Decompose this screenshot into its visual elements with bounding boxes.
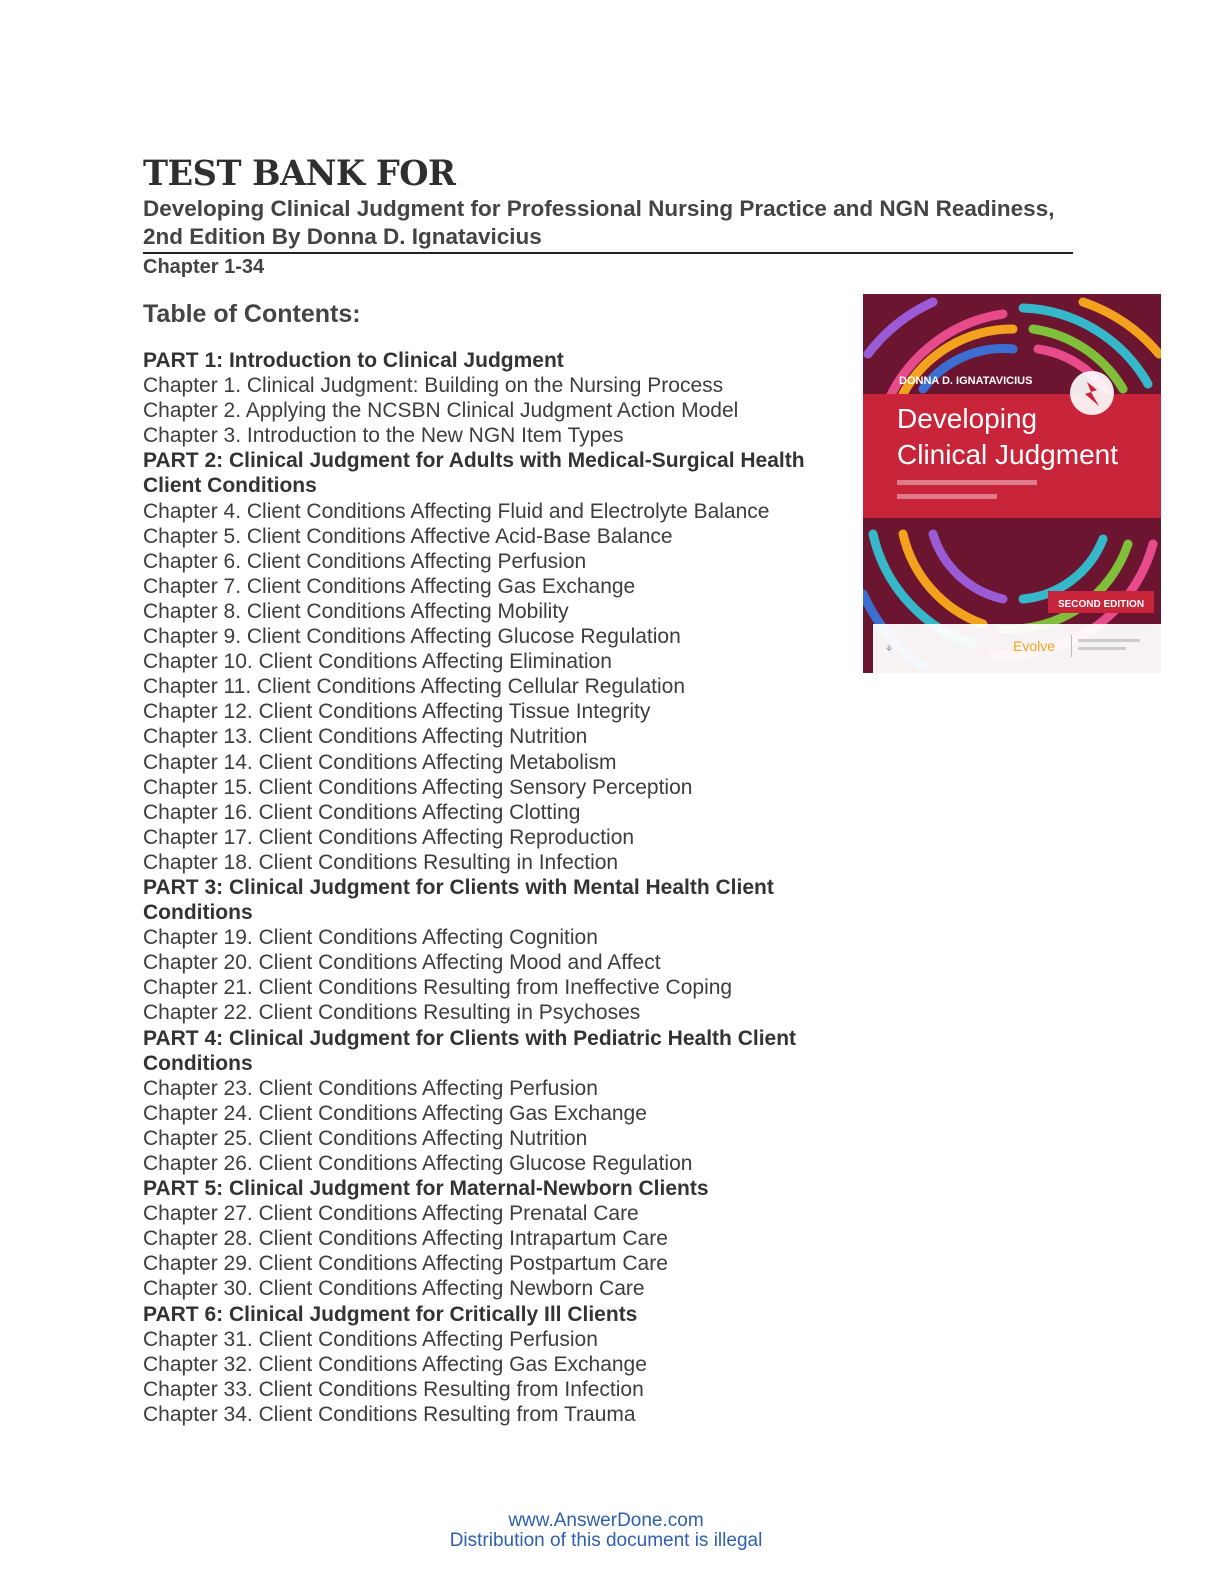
toc-chapter-item: Chapter 29. Client Conditions Affecting Postpartum Care [143, 1252, 668, 1276]
toc-chapter-item: Chapter 30. Client Conditions Affecting Newborn Care [143, 1277, 645, 1301]
toc-chapter-item: Chapter 5. Client Conditions Affective Acid-Base Balance [143, 524, 673, 548]
toc-chapter-item: Chapter 17. Client Conditions Affecting Reproduction [143, 825, 635, 849]
book-subtitle: Developing Clinical Judgment for Professional Nursing Practice and NGN Readiness, 2nd Edition By Donna D. Ignatavicius [143, 196, 1055, 249]
cover-title-line2: Clinical Judgment [897, 439, 1118, 470]
toc-chapter-item: Chapter 3. Introduction to the New NGN Item Types [143, 424, 624, 448]
toc-chapter-item: Chapter 19. Client Conditions Affecting Cognition [143, 926, 598, 950]
cover-title-line1: Developing [897, 403, 1038, 434]
toc-chapter-item: Chapter 13. Client Conditions Affecting Nutrition [143, 725, 588, 749]
toc-chapter-item: Chapter 18. Client Conditions Resulting in Infection [143, 850, 619, 874]
brain-icon [1070, 371, 1114, 415]
toc-chapter-item: Chapter 15. Client Conditions Affecting Sensory Perception [143, 775, 693, 799]
toc-chapter-item: Chapter 12. Client Conditions Affecting Tissue Integrity [143, 700, 651, 724]
page-footer [0, 1511, 1212, 1551]
toc-part-heading: PART 3: Clinical Judgment for Clients with Mental Health Client Conditions [143, 875, 774, 925]
toc-part-heading: PART 1: Introduction to Clinical Judgment [143, 349, 564, 372]
toc-part-heading: PART 4: Clinical Judgment for Clients with Pediatric Health Client Conditions [143, 1026, 797, 1075]
toc-part-heading: PART 5: Clinical Judgment for Maternal-Newborn Clients [143, 1177, 709, 1201]
elsevier-logo: ⚘ [885, 644, 894, 654]
title-divider [143, 252, 1073, 254]
footer-notice: Distribution of this document is illegal [449, 1530, 763, 1551]
toc-chapter-item: Chapter 32. Client Conditions Affecting Gas Exchange [143, 1352, 647, 1376]
toc-chapter-item: Chapter 10. Client Conditions Affecting Elimination [143, 650, 612, 674]
toc-chapter-item: Chapter 34. Client Conditions Resulting from Trauma [143, 1402, 636, 1426]
toc-chapter-item: Chapter 20. Client Conditions Affecting Mood and Affect [143, 951, 661, 975]
toc-part-heading: PART 2: Clinical Judgment for Adults with Medical-Surgical Health Client Conditions [143, 449, 805, 498]
toc-chapter-item: Chapter 31. Client Conditions Affecting Perfusion [143, 1327, 598, 1351]
toc-chapter-item: Chapter 23. Client Conditions Affecting Perfusion [143, 1076, 598, 1100]
toc-chapter-item: Chapter 27. Client Conditions Affecting Prenatal Care [143, 1202, 639, 1226]
book-cover-image [863, 294, 1161, 673]
page-title: TEST BANK FOR [143, 153, 456, 194]
toc-part-heading: PART 6: Clinical Judgment for Critically Ill Clients [143, 1302, 638, 1326]
toc-chapter-item: Chapter 11. Client Conditions Affecting Cellular Regulation [143, 675, 686, 699]
evolve-logo: Evolve [1013, 638, 1056, 654]
toc-chapter-item: Chapter 8. Client Conditions Affecting Mobility [143, 599, 569, 623]
cover-edition: SECOND EDITION [1057, 599, 1145, 610]
toc-chapter-item: Chapter 25. Client Conditions Affecting Nutrition [143, 1126, 588, 1150]
toc-chapter-item: Chapter 6. Client Conditions Affecting Perfusion [143, 549, 587, 573]
toc-chapter-item: Chapter 2. Applying the NCSBN Clinical Judgment Action Model [143, 399, 739, 423]
toc-chapter-item: Chapter 26. Client Conditions Affecting Glucose Regulation [143, 1152, 693, 1175]
toc-chapter-item: Chapter 33. Client Conditions Resulting from Infection [143, 1377, 644, 1401]
cover-author: DONNA D. IGNATAVICIUS [899, 375, 1033, 387]
toc-chapter-item: Chapter 28. Client Conditions Affecting Intrapartum Care [143, 1227, 668, 1251]
toc-chapter-item: Chapter 22. Client Conditions Resulting in Psychoses [143, 1001, 641, 1025]
footer-url[interactable]: www.AnswerDone.com [508, 1510, 704, 1531]
book-cover-art [863, 294, 1161, 673]
table-of-contents [143, 348, 943, 1427]
toc-chapter-item: Chapter 4. Client Conditions Affecting Fluid and Electrolyte Balance [143, 499, 770, 523]
chapter-range: Chapter 1-34 [143, 256, 265, 278]
toc-chapter-item: Chapter 9. Client Conditions Affecting Glucose Regulation [143, 625, 681, 649]
toc-chapter-item: Chapter 14. Client Conditions Affecting Metabolism [143, 750, 617, 774]
toc-chapter-item: Chapter 1. Clinical Judgment: Building on the Nursing Process [143, 374, 724, 398]
toc-chapter-item: Chapter 24. Client Conditions Affecting Gas Exchange [143, 1101, 647, 1125]
toc-heading: Table of Contents: [143, 300, 361, 328]
toc-chapter-item: Chapter 7. Client Conditions Affecting Gas Exchange [143, 574, 636, 598]
toc-chapter-item: Chapter 16. Client Conditions Affecting Clotting [143, 800, 581, 824]
toc-chapter-item: Chapter 21. Client Conditions Resulting from Ineffective Coping [143, 976, 733, 1000]
